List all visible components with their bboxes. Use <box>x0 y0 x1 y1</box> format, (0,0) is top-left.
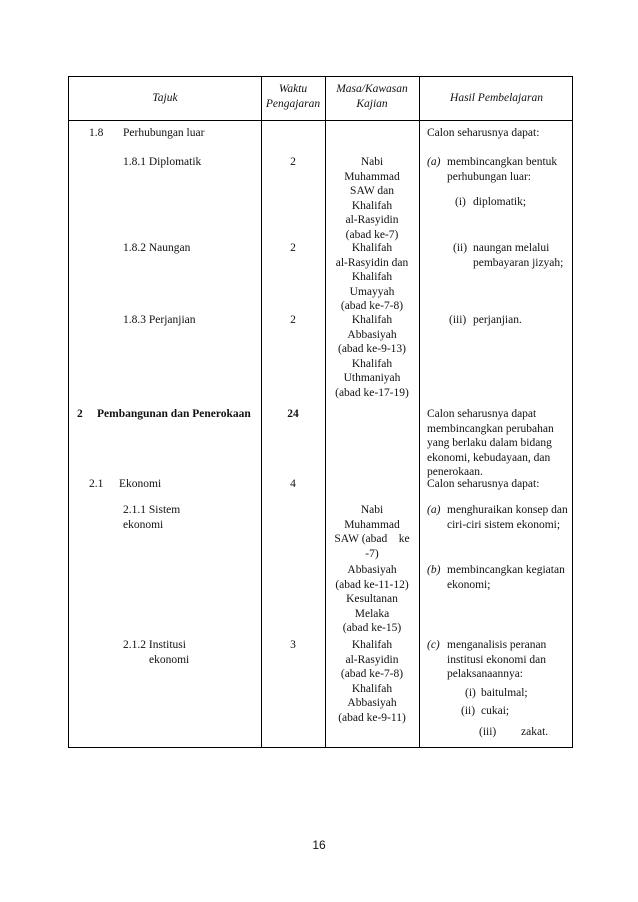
period-line: al-Rasyidin <box>345 214 399 226</box>
outcome-line: membincangkan perubahan <box>427 422 554 435</box>
period-line: al-Rasyidin dan <box>335 256 409 269</box>
period-line: Khalifah <box>351 271 393 283</box>
header-hasil-pembelajaran: Hasil Pembelajaran <box>450 92 543 104</box>
section-number: 2.1 <box>89 478 104 490</box>
period-line: Khalifah <box>351 682 393 695</box>
sub-text: zakat. <box>521 726 549 738</box>
period-line: Abbasiyah <box>347 697 397 709</box>
outcome-line: membincangkan kegiatan <box>447 564 565 576</box>
sub-text: cukai; <box>481 705 510 717</box>
outcome-line: ekonomi, kebudayaan, dan <box>427 451 551 464</box>
column-divider <box>419 77 420 747</box>
section-number: 2 <box>77 408 83 420</box>
period-line: SAW (abad ke <box>334 533 410 545</box>
period-line: Melaka <box>354 607 390 620</box>
period-line: (abad ke-9-11) <box>338 711 406 724</box>
subtopic-label: 1.8.2 Naungan <box>123 242 191 254</box>
period-line: Uthmaniyah <box>343 372 401 384</box>
sub-text: diplomatik; <box>473 196 527 208</box>
period-line: Abbasiyah <box>347 328 397 341</box>
outcome-line: penerokaan. <box>427 466 483 478</box>
period-line: Umayyah <box>349 285 395 298</box>
teaching-hours: 4 <box>290 478 296 490</box>
outcome-intro: Calon seharusnya dapat: <box>427 478 540 490</box>
teaching-hours: 3 <box>290 639 296 651</box>
teaching-hours: 24 <box>287 408 299 420</box>
sub-text: pembayaran jizyah; <box>473 256 564 269</box>
sub-text: naungan melalui <box>473 242 550 254</box>
subtopic-label: ekonomi <box>123 518 164 531</box>
header-divider <box>69 120 572 121</box>
outcome-line: Calon seharusnya dapat <box>427 408 537 420</box>
outcome-line: ciri-ciri sistem ekonomi; <box>447 518 561 531</box>
subtopic-label: 2.1.2 Institusi <box>123 639 186 651</box>
period-line: Nabi <box>360 156 384 168</box>
period-line: (abad ke-7-8) <box>340 668 404 680</box>
outcome-line: yang berlaku dalam bidang <box>427 437 552 449</box>
subtopic-label: 1.8.3 Perjanjian <box>123 314 196 326</box>
outcome-line: perhubungan luar: <box>447 170 531 183</box>
sub-marker: (i) <box>455 196 466 208</box>
sub-text: perjanjian. <box>473 314 522 326</box>
outcome-marker: (a) <box>427 504 441 516</box>
period-line: Khalifah <box>351 357 393 370</box>
period-line: Muhammad <box>344 518 400 531</box>
period-line: SAW dan <box>350 185 394 197</box>
outcome-line: menghuraikan konsep dan <box>447 504 568 516</box>
teaching-hours: 2 <box>290 314 296 326</box>
outcome-line: ekonomi; <box>447 578 491 591</box>
period-line: Nabi <box>360 504 384 516</box>
header-waktu: Waktu <box>278 83 308 95</box>
sub-marker: (ii) <box>453 242 468 254</box>
section-title: Perhubungan luar <box>123 127 205 139</box>
subtopic-label: 1.8.1 Diplomatik <box>123 156 202 168</box>
sub-text: baitulmal; <box>481 687 528 699</box>
outcome-line: institusi ekonomi dan <box>447 653 547 666</box>
page-number: 16 <box>312 838 326 852</box>
period-line: (abad ke-17-19) <box>335 386 409 399</box>
header-tajuk: Tajuk <box>152 92 178 104</box>
period-line: (abad ke-15) <box>342 622 402 634</box>
subtopic-label: 2.1.1 Sistem <box>123 504 181 516</box>
outcome-line: pelaksanaannya: <box>447 668 523 680</box>
period-line: Khalifah <box>351 314 393 326</box>
outcome-marker: (a) <box>427 156 441 168</box>
period-line: Khalifah <box>351 199 393 212</box>
outcome-intro: Calon seharusnya dapat: <box>427 127 540 139</box>
period-line: Abbasiyah <box>347 564 397 576</box>
period-line: -7) <box>365 547 379 560</box>
period-line: (abad ke-7) <box>345 228 399 241</box>
sub-marker: (iii) <box>449 314 467 326</box>
header-kajian: Kajian <box>356 98 388 110</box>
period-line: (abad ke-11-12) <box>335 578 409 591</box>
outcome-line: membincangkan bentuk <box>447 156 558 168</box>
sub-marker: (ii) <box>461 705 476 717</box>
period-line: Khalifah <box>351 639 393 651</box>
period-line: al-Rasyidin <box>345 653 399 666</box>
period-line: Muhammad <box>344 170 400 183</box>
section-number: 1.8 <box>89 127 104 139</box>
outcome-marker: (b) <box>427 564 441 576</box>
section-title: Ekonomi <box>119 478 162 490</box>
sub-marker: (iii) <box>479 726 497 738</box>
outcome-marker: (c) <box>427 639 440 651</box>
header-masa-kawasan: Masa/Kawasan <box>336 83 408 95</box>
syllabus-table <box>68 76 573 748</box>
outcome-line: menganalisis peranan <box>447 639 547 651</box>
subtopic-label: ekonomi <box>149 653 190 666</box>
period-line: (abad ke-7-8) <box>340 300 404 312</box>
teaching-hours: 2 <box>290 242 296 254</box>
sub-marker: (i) <box>465 687 476 699</box>
teaching-hours: 2 <box>290 156 296 168</box>
period-line: (abad ke-9-13) <box>337 343 406 355</box>
period-line: Kesultanan <box>346 593 398 605</box>
period-line: Khalifah <box>351 242 393 254</box>
section-title: Pembangunan dan Penerokaan <box>97 408 251 420</box>
header-pengajaran: Pengajaran <box>265 98 321 110</box>
